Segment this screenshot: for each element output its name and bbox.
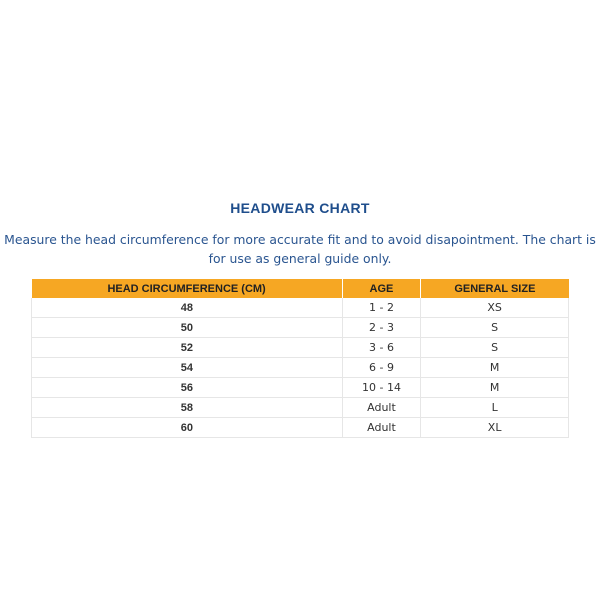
cell-head-circumference: 60 xyxy=(32,418,343,438)
page-title: HEADWEAR CHART xyxy=(230,200,370,216)
table-body xyxy=(32,298,569,438)
cell-head-circumference: 56 xyxy=(32,378,343,398)
cell-general-size: S xyxy=(421,318,569,338)
table-row xyxy=(32,358,569,378)
cell-age: 1 - 2 xyxy=(342,298,421,318)
cell-general-size: XL xyxy=(421,418,569,438)
cell-head-circumference: 52 xyxy=(32,338,343,358)
table-header-row xyxy=(32,279,569,298)
header-general-size: GENERAL SIZE xyxy=(421,279,569,298)
chart-description: Measure the head circumference for more accurate fit and to avoid disapointment. The chart is for use as general guide only. xyxy=(4,232,596,266)
cell-age: 6 - 9 xyxy=(342,358,421,378)
table-row xyxy=(32,338,569,358)
cell-age: 10 - 14 xyxy=(342,378,421,398)
cell-age: 2 - 3 xyxy=(342,318,421,338)
cell-general-size: XS xyxy=(421,298,569,318)
cell-head-circumference: 50 xyxy=(32,318,343,338)
cell-age: 3 - 6 xyxy=(342,338,421,358)
table-row xyxy=(32,418,569,438)
table-row xyxy=(32,318,569,338)
table-header xyxy=(32,279,569,298)
cell-head-circumference: 54 xyxy=(32,358,343,378)
table-row xyxy=(32,298,569,318)
cell-general-size: S xyxy=(421,338,569,358)
cell-head-circumference: 58 xyxy=(32,398,343,418)
size-chart-table xyxy=(31,279,569,438)
header-age: AGE xyxy=(342,279,421,298)
cell-general-size: M xyxy=(421,358,569,378)
cell-head-circumference: 48 xyxy=(32,298,343,318)
cell-age: Adult xyxy=(342,418,421,438)
cell-general-size: M xyxy=(421,378,569,398)
table-row xyxy=(32,378,569,398)
header-head-circumference: HEAD CIRCUMFERENCE (CM) xyxy=(32,279,343,298)
table-row xyxy=(32,398,569,418)
cell-age: Adult xyxy=(342,398,421,418)
cell-general-size: L xyxy=(421,398,569,418)
